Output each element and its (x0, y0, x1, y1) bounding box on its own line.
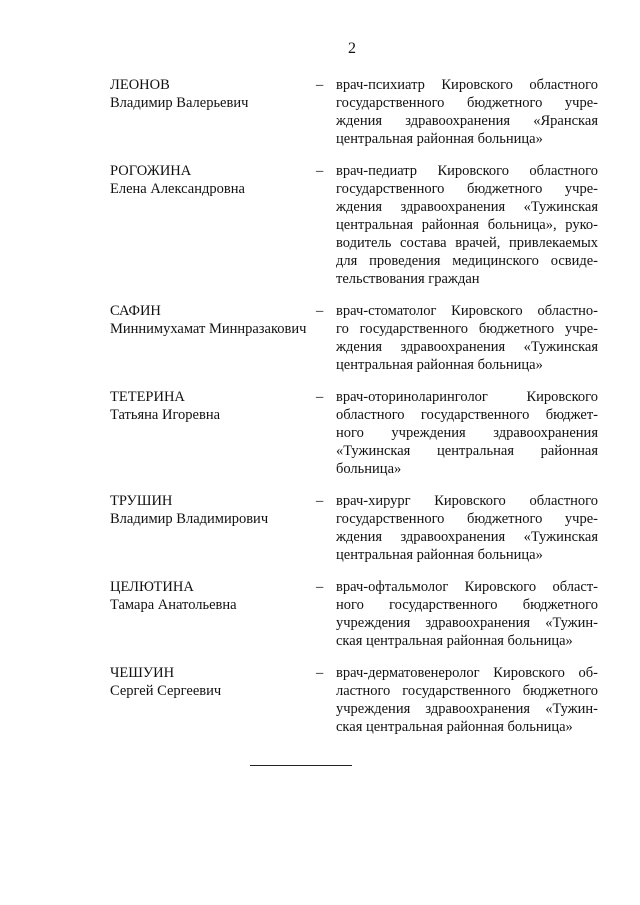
member-name (110, 388, 316, 478)
position-line: врач-хирург Кировского областного (336, 493, 598, 509)
position-line: го государственного бюджетного учре- (336, 321, 598, 337)
member-position (336, 302, 598, 374)
member-surname: РОГОЖИНА (110, 163, 192, 179)
member-entry (110, 76, 598, 148)
member-position (336, 162, 598, 288)
position-line: ская центральная районная больница» (336, 633, 573, 649)
member-given-names: Владимир Владимирович (110, 511, 269, 527)
page-number: 2 (348, 40, 356, 57)
member-position (336, 76, 598, 148)
position-line: тельствования граждан (336, 271, 480, 287)
position-line: для проведения медицинского освиде- (336, 253, 598, 269)
position-line: учреждения здравоохранения «Тужин- (336, 701, 598, 717)
position-line: центральная районная больница» (336, 357, 543, 373)
member-name (110, 492, 316, 564)
position-line: врач-офтальмолог Кировского област- (336, 579, 598, 595)
position-line: врач-психиатр Кировского областного (336, 77, 598, 93)
position-line: врач-оториноларинголог Кировского (336, 389, 598, 405)
member-surname: ЧЕШУИН (110, 665, 175, 681)
member-entry (110, 388, 598, 478)
member-given-names: Владимир Валерьевич (110, 95, 249, 111)
member-given-names: Сергей Сергеевич (110, 683, 222, 699)
position-line: государственного бюджетного учре- (336, 95, 598, 111)
member-position (336, 664, 598, 736)
member-entry (110, 578, 598, 650)
entry-dash: – (316, 163, 324, 179)
position-line: водитель состава врачей, привлекаемых (336, 235, 598, 251)
member-name (110, 664, 316, 736)
member-surname: САФИН (110, 303, 161, 319)
entry-dash: – (316, 493, 324, 509)
member-entry (110, 162, 598, 288)
entry-dash: – (316, 303, 324, 319)
position-line: государственного бюджетного учре- (336, 181, 598, 197)
member-name (110, 578, 316, 650)
member-position (336, 388, 598, 478)
position-line: «Тужинская центральная районная (336, 443, 598, 459)
member-entry (110, 664, 598, 736)
entry-dash: – (316, 389, 324, 405)
position-line: государственного бюджетного учре- (336, 511, 598, 527)
position-line: учреждения здравоохранения «Тужин- (336, 615, 598, 631)
member-position (336, 492, 598, 564)
member-position (336, 578, 598, 650)
position-line: ного государственного бюджетного (336, 597, 598, 613)
member-entry (110, 492, 598, 564)
member-surname: ЦЕЛЮТИНА (110, 579, 194, 595)
position-line: ждения здравоохранения «Тужинская (336, 529, 598, 545)
entry-dash: – (316, 77, 324, 93)
position-line: больница» (336, 461, 402, 477)
member-given-names: Елена Александровна (110, 181, 245, 197)
member-surname: ТРУШИН (110, 493, 173, 509)
position-line: ждения здравоохранения «Яранская (336, 113, 598, 129)
commission-member-list (110, 76, 598, 736)
position-line: ждения здравоохранения «Тужинская (336, 339, 598, 355)
position-line: центральная районная больница» (336, 547, 543, 563)
member-given-names: Миннимухамат Миннразакович (110, 321, 307, 337)
position-line: центральная районная больница» (336, 131, 543, 147)
position-line: ская центральная районная больница» (336, 719, 573, 735)
position-line: врач-дерматовенеролог Кировского об- (336, 665, 598, 681)
entry-dash: – (316, 579, 324, 595)
member-name (110, 162, 316, 288)
position-line: врач-педиатр Кировского областного (336, 163, 598, 179)
member-given-names: Тамара Анатольевна (110, 597, 237, 613)
position-line: ждения здравоохранения «Тужинская (336, 199, 598, 215)
member-entry (110, 302, 598, 374)
member-name (110, 76, 316, 148)
member-surname: ТЕТЕРИНА (110, 389, 185, 405)
position-line: центральная районная больница», руко- (336, 217, 598, 233)
position-line: ластного государственного бюджетного (336, 683, 598, 699)
position-line: областного государственного бюджет- (336, 407, 598, 423)
position-line: врач-стоматолог Кировского областно- (336, 303, 598, 319)
entry-dash: – (316, 665, 324, 681)
member-surname: ЛЕОНОВ (110, 77, 170, 93)
position-line: ного учреждения здравоохранения (336, 425, 598, 441)
member-name (110, 302, 316, 374)
end-separator-line (250, 765, 352, 766)
member-given-names: Татьяна Игоревна (110, 407, 221, 423)
